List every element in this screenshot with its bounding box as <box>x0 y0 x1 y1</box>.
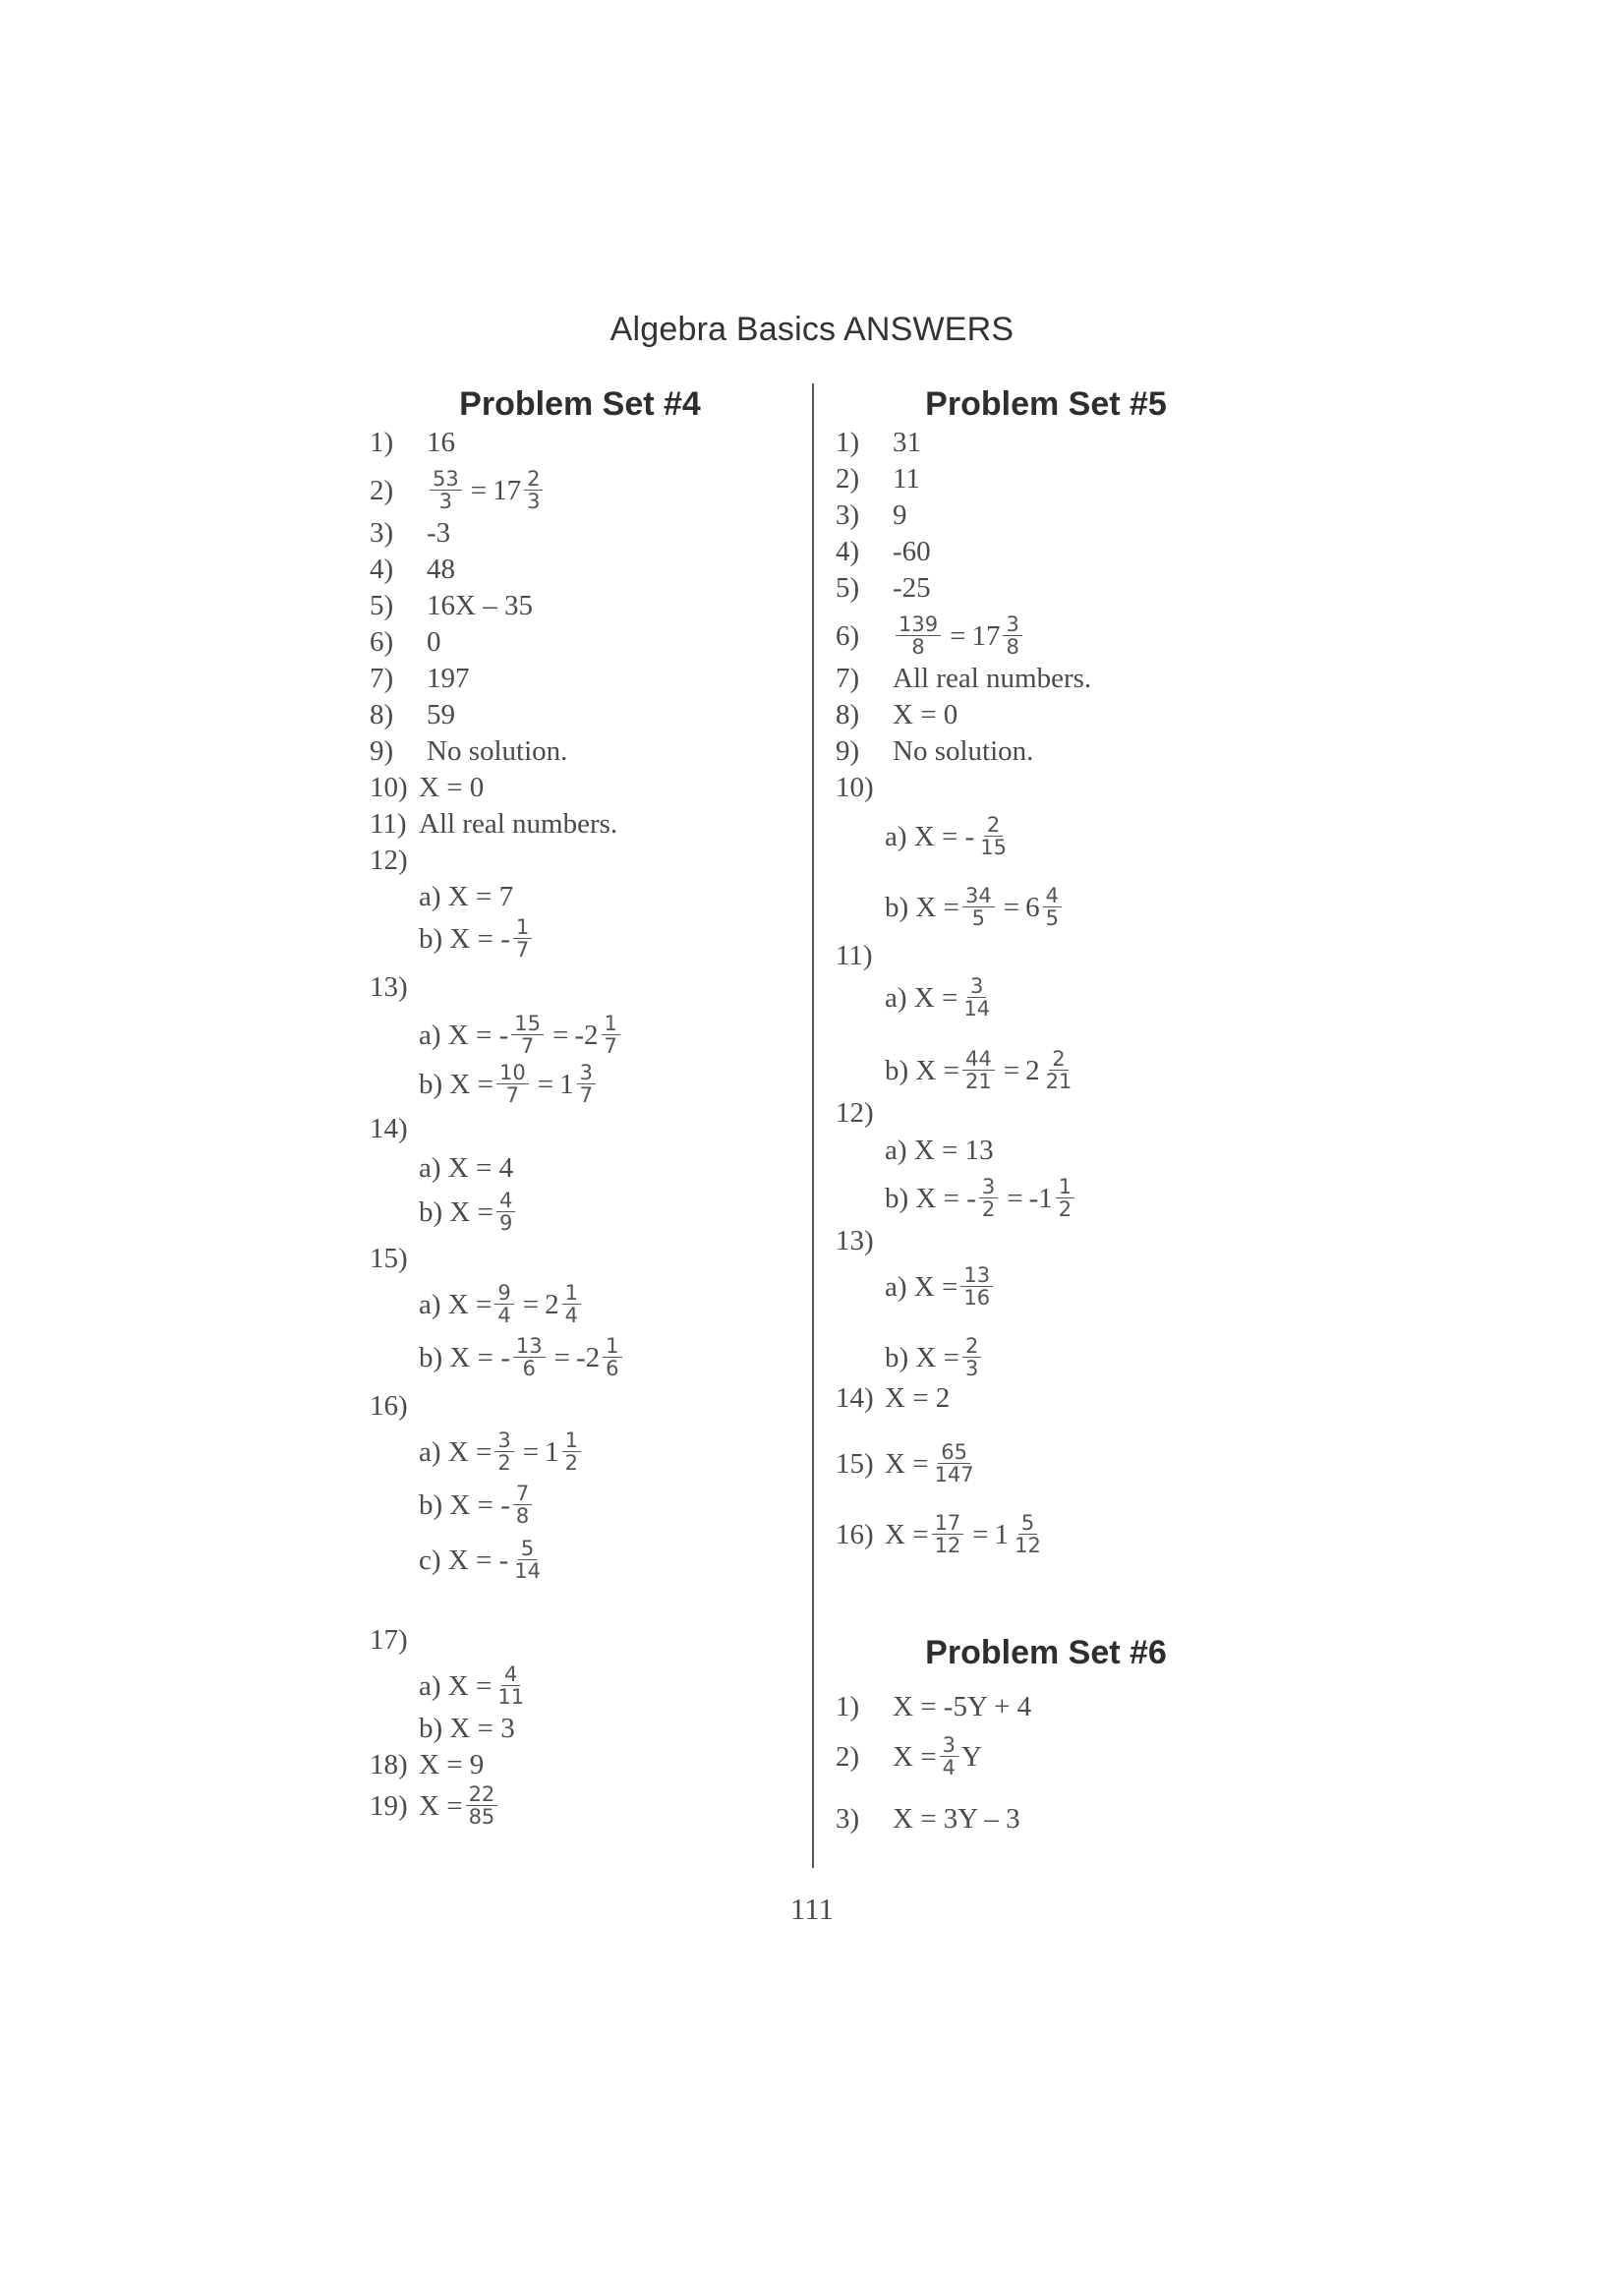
fraction: $\frac{3}{8}$ <box>1003 613 1021 658</box>
answer-number: 8) <box>370 699 394 730</box>
fraction: $\frac{13}{6}$ <box>513 1335 546 1379</box>
answer-row <box>370 588 533 623</box>
answer-number: 7) <box>370 663 394 694</box>
fraction: $\frac{53}{3}$ <box>430 468 462 512</box>
answer-value: $\frac{53}{3}$ = 17 $\frac{2}{3}$ <box>427 468 546 512</box>
fraction: $\frac{5}{12}$ <box>1015 1511 1041 1557</box>
answer-subrow <box>419 1711 515 1746</box>
answer-row <box>836 461 920 496</box>
answer-lead: b) X = - <box>419 922 510 955</box>
answer-number: 13) <box>836 1225 874 1256</box>
answer-number: 2) <box>836 1740 860 1773</box>
answer-subrow: b) X = $\frac{44}{21}$ = 2 $\frac{2}{21}$ <box>885 1048 1077 1092</box>
fraction: $\frac{3}{7}$ <box>577 1062 596 1106</box>
answer-row <box>836 938 873 973</box>
answer-subrow: b) X = $\frac{10}{7}$ = 1 $\frac{3}{7}$ <box>419 1062 599 1106</box>
fraction: $\frac{2}{3}$ <box>962 1335 981 1379</box>
answer-row <box>836 733 1033 769</box>
answer-row <box>370 697 455 732</box>
answer-value: All real numbers. <box>419 808 618 840</box>
answer-row <box>836 661 1091 696</box>
answer-row <box>370 1241 408 1276</box>
answer-value: 59 <box>427 699 455 730</box>
answer-row <box>370 1622 408 1658</box>
answer-subrow: a) X = $\frac{9}{4}$ = 2 $\frac{1}{4}$ <box>419 1282 584 1326</box>
answer-number: 1) <box>370 427 394 458</box>
answer-number: 13) <box>370 971 408 1003</box>
answer-subrow <box>419 1538 547 1582</box>
fraction: $\frac{4}{5}$ <box>1043 885 1062 929</box>
fraction: $\frac{10}{7}$ <box>496 1062 529 1106</box>
answer-number: 5) <box>836 572 860 604</box>
answer-number: 7) <box>836 663 860 694</box>
answer-row <box>370 1747 484 1782</box>
answer-row <box>370 515 450 551</box>
fraction: $\frac{2}{21}$ <box>1045 1047 1073 1093</box>
answer-value: X = 3Y – 3 <box>893 1803 1020 1835</box>
fraction: $\frac{4}{9}$ <box>496 1190 515 1234</box>
answer-number: 3) <box>370 517 394 549</box>
answer-lead: b) X = - <box>419 1341 510 1373</box>
answer-row <box>370 624 441 660</box>
answer-lead: a) X = <box>885 1270 958 1303</box>
fraction: $\frac{7}{8}$ <box>513 1483 532 1527</box>
answer-number: 19) <box>370 1789 408 1822</box>
answer-number: 12) <box>836 1097 874 1129</box>
answer-value: b) X = 3 <box>419 1713 515 1744</box>
answer-subrow <box>419 1663 530 1708</box>
answer-number: 4) <box>836 536 860 567</box>
answer-value: X = 0 <box>419 772 485 803</box>
fraction: $\frac{1}{4}$ <box>562 1282 581 1326</box>
fraction: $\frac{2}{15}$ <box>980 813 1007 859</box>
answer-number: 4) <box>370 554 394 585</box>
answer-subrow <box>885 1133 994 1168</box>
fraction: $\frac{9}{4}$ <box>494 1282 513 1326</box>
answer-row <box>370 843 408 878</box>
answer-number: 14) <box>370 1113 408 1144</box>
answer-lead: X = <box>885 1447 929 1480</box>
answer-lead: a) X = <box>419 1435 493 1468</box>
answer-lead: b) X = <box>419 1068 493 1100</box>
answer-value: X = 0 <box>893 699 958 730</box>
fraction: $\frac{5}{14}$ <box>514 1537 541 1583</box>
answer-row <box>836 497 907 533</box>
answer-number: 10) <box>370 772 408 803</box>
answer-number: 6) <box>836 619 860 652</box>
answer-lead: b) X = - <box>885 1182 976 1214</box>
problem-set-4-heading: Problem Set #4 <box>459 385 701 423</box>
answer-subrow <box>885 1335 984 1379</box>
answer-subrow <box>885 975 996 1020</box>
answer-lead: a) X = <box>419 1288 493 1320</box>
answer-value: 16 <box>427 427 455 458</box>
answer-row <box>370 770 484 805</box>
fraction: $\frac{3}{4}$ <box>940 1734 958 1778</box>
answer-number: 6) <box>370 626 394 658</box>
answer-number: 18) <box>370 1749 408 1780</box>
answer-lead: b) X = <box>419 1195 493 1228</box>
fraction: $\frac{13}{16}$ <box>960 1264 993 1309</box>
answer-row <box>836 1223 874 1258</box>
answer-subrow <box>419 1150 513 1186</box>
answer-row <box>370 552 455 587</box>
answer-value: X = -5Y + 4 <box>893 1691 1032 1722</box>
answer-number: 17) <box>370 1624 408 1656</box>
answer-lead: a) X = - <box>419 1019 509 1051</box>
answer-row <box>836 425 921 460</box>
answer-row <box>370 806 617 842</box>
fraction: $\frac{1}{6}$ <box>603 1335 621 1379</box>
answer-row <box>370 661 470 696</box>
answer-value: $\frac{139}{8}$ = 17 $\frac{3}{8}$ <box>893 613 1025 658</box>
page-number: 111 <box>789 1892 835 1926</box>
answer-subrow: a) X = - $\frac{15}{7}$ = -2 $\frac{1}{7}$ <box>419 1013 623 1057</box>
answer-lead: X = <box>893 1740 937 1773</box>
answer-lead: b) X = - <box>419 1488 510 1521</box>
answer-subrow: b) X = $\frac{34}{5}$ = 6 $\frac{4}{5}$ <box>885 885 1065 929</box>
fraction: $\frac{17}{12}$ <box>932 1512 964 1556</box>
fraction: $\frac{1}{7}$ <box>513 916 532 961</box>
answer-number: 3) <box>836 1803 860 1835</box>
answer-value: 11 <box>893 463 920 495</box>
answer-value: No solution. <box>893 735 1034 767</box>
answer-lead: b) X = <box>885 1341 959 1373</box>
answer-value: 31 <box>893 427 921 458</box>
answer-number: 9) <box>836 735 860 767</box>
answer-number: 14) <box>836 1382 874 1414</box>
answer-value: a) X = 4 <box>419 1152 514 1184</box>
answer-number: 12) <box>370 845 408 876</box>
answer-number: 5) <box>370 590 394 621</box>
answer-number: 16) <box>370 1390 408 1422</box>
answer-subrow: b) X = - $\frac{3}{2}$ = -1 $\frac{1}{2}$ <box>885 1176 1077 1220</box>
answer-value: -25 <box>893 572 931 604</box>
answer-number: 3) <box>836 499 860 531</box>
fraction: $\frac{3}{2}$ <box>494 1429 513 1474</box>
answer-value: X = 9 <box>419 1749 485 1780</box>
answer-row <box>836 534 931 569</box>
answer-value: -60 <box>893 536 931 567</box>
fraction: $\frac{1}{2}$ <box>1056 1176 1074 1220</box>
answer-number: 1) <box>836 1691 860 1722</box>
answer-row: 16) X = $\frac{17}{12}$ = 1 $\frac{5}{12}$ <box>836 1512 1047 1556</box>
fraction: $\frac{3}{14}$ <box>963 974 991 1020</box>
answer-number: 8) <box>836 699 860 730</box>
answer-value: a) X = 13 <box>885 1135 994 1166</box>
answer-lead: a) X = - <box>885 820 975 852</box>
answer-value: 197 <box>427 663 470 694</box>
answer-row <box>370 468 546 512</box>
answer-number: 11) <box>836 940 873 971</box>
fraction: $\frac{3}{2}$ <box>979 1176 998 1220</box>
answer-value: 0 <box>427 626 441 658</box>
answer-value: X = 2 <box>885 1382 951 1414</box>
answer-row <box>836 770 874 805</box>
answer-number: 15) <box>836 1447 874 1480</box>
fraction: $\frac{22}{85}$ <box>466 1783 498 1828</box>
answer-row <box>370 425 455 460</box>
answer-subrow <box>419 1483 535 1527</box>
fraction: $\frac{44}{21}$ <box>962 1048 995 1092</box>
answer-subrow <box>419 1190 518 1234</box>
answer-number: 2) <box>370 474 394 506</box>
answer-lead: X = <box>419 1789 463 1822</box>
answer-number: 11) <box>370 808 407 840</box>
answer-subrow: a) X = $\frac{3}{2}$ = 1 $\frac{1}{2}$ <box>419 1429 584 1474</box>
answer-row <box>836 1689 1031 1724</box>
answer-row <box>836 697 957 732</box>
answer-row <box>836 1095 874 1131</box>
answer-row <box>370 1388 408 1424</box>
answer-row <box>836 613 1025 658</box>
answer-subrow: b) X = - $\frac{13}{6}$ = -2 $\frac{1}{6}$ <box>419 1335 625 1379</box>
answer-value: No solution. <box>427 735 568 767</box>
answer-row <box>836 1441 980 1486</box>
answer-row <box>370 969 408 1005</box>
fraction: $\frac{2}{3}$ <box>524 468 543 512</box>
answer-number: 16) <box>836 1518 874 1550</box>
answer-subrow <box>885 814 1013 858</box>
answer-row <box>836 570 931 606</box>
answer-lead: c) X = - <box>419 1544 509 1576</box>
fraction: $\frac{1}{2}$ <box>562 1429 581 1474</box>
fraction: $\frac{139}{8}$ <box>896 613 941 658</box>
answer-lead: a) X = <box>419 1669 493 1702</box>
answer-number: 10) <box>836 772 874 803</box>
answer-value: All real numbers. <box>893 663 1092 694</box>
answer-lead: X = <box>885 1518 929 1550</box>
answer-subrow <box>419 879 513 914</box>
answer-subrow <box>885 1264 996 1309</box>
column-divider <box>812 383 814 1868</box>
answer-value: a) X = 7 <box>419 881 514 912</box>
answer-row <box>370 1111 408 1146</box>
fraction: $\frac{4}{11}$ <box>497 1662 525 1709</box>
answer-value: -3 <box>427 517 451 549</box>
answer-number: 1) <box>836 427 860 458</box>
answer-lead: b) X = <box>885 1054 959 1086</box>
answer-row <box>370 733 567 769</box>
answer-lead: a) X = <box>885 981 958 1014</box>
answer-number: 9) <box>370 735 394 767</box>
answer-value: 16X – 35 <box>427 590 533 621</box>
answer-value: 48 <box>427 554 455 585</box>
fraction: $\frac{34}{5}$ <box>962 885 995 929</box>
answer-row <box>836 1801 1020 1837</box>
fraction: $\frac{1}{7}$ <box>602 1013 620 1057</box>
answer-number: 2) <box>836 463 860 495</box>
answer-lead: b) X = <box>885 891 959 923</box>
fraction: $\frac{15}{7}$ <box>511 1013 544 1057</box>
answer-row <box>836 1380 950 1416</box>
problem-set-6-heading: Problem Set #6 <box>925 1634 1167 1671</box>
problem-set-5-heading: Problem Set #5 <box>925 385 1167 423</box>
answer-number: 15) <box>370 1243 408 1274</box>
answer-value: 9 <box>893 499 907 531</box>
answer-subrow <box>419 916 535 961</box>
fraction: $\frac{65}{147}$ <box>934 1440 974 1487</box>
page-title: Algebra Basics ANSWERS <box>609 311 1015 348</box>
answer-row <box>836 1734 982 1778</box>
answer-row <box>370 1783 500 1828</box>
answer-tail: Y <box>960 1740 982 1773</box>
